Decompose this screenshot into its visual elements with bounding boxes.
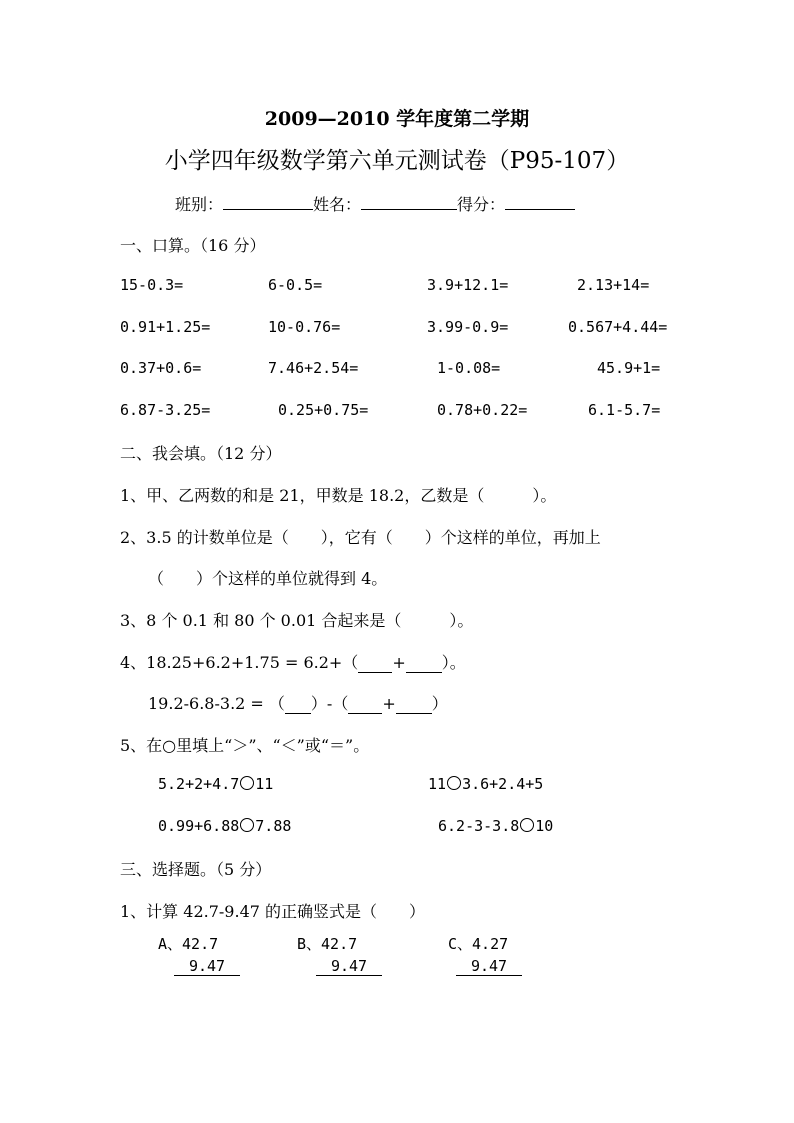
choice-option-a[interactable]: A、42.7 xyxy=(158,935,219,953)
fill-question-4a: 4、18.25+6.2+1.75 = 6.2+（ + ）。 xyxy=(120,653,466,672)
calc-item: 6.87-3.25= xyxy=(120,401,211,419)
compare-circle[interactable] xyxy=(240,818,254,832)
fill-question-2-cont: （ ）个这样的单位就得到 4。 xyxy=(148,569,388,588)
fill-question-3: 3、8 个 0.1 和 80 个 0.01 合起来是（ ）。 xyxy=(120,611,474,630)
calc-item: 0.37+0.6= xyxy=(120,359,202,377)
compare-item: 5.2+2+4.7 11 xyxy=(158,775,274,793)
class-blank[interactable] xyxy=(223,195,313,210)
calc-item: 15-0.3= xyxy=(120,276,184,294)
calc-item: 0.25+0.75= xyxy=(278,401,369,419)
choice-option-a-bottom: 9.47 xyxy=(174,957,240,976)
calc-item: 6.1-5.7= xyxy=(588,401,661,419)
calc-item: 0.91+1.25= xyxy=(120,318,211,336)
class-label: 班别： xyxy=(175,195,224,214)
answer-blank[interactable] xyxy=(285,694,311,714)
choice-option-c-bottom: 9.47 xyxy=(456,957,522,976)
calc-item: 45.9+1= xyxy=(597,359,661,377)
compare-circle[interactable] xyxy=(447,776,461,790)
section1-heading: 一、口算。（16 分） xyxy=(120,236,266,255)
calc-item: 1-0.08= xyxy=(437,359,501,377)
calc-item: 3.9+12.1= xyxy=(427,276,509,294)
fill-question-1: 1、甲、乙两数的和是 21，甲数是 18.2，乙数是（ ）。 xyxy=(120,486,557,505)
fill-question-2: 2、3.5 的计数单位是（ ），它有（ ）个这样的单位，再加上 xyxy=(120,528,601,547)
test-title: 小学四年级数学第六单元测试卷（P95-107） xyxy=(164,148,630,174)
calc-item: 0.78+0.22= xyxy=(437,401,528,419)
calc-item: 6-0.5= xyxy=(268,276,323,294)
section3-heading: 三、选择题。（5 分） xyxy=(120,860,272,879)
calc-item: 0.567+4.44= xyxy=(568,318,668,336)
year-line: 2009—2010 学年度第二学期 xyxy=(264,108,530,130)
score-blank[interactable] xyxy=(505,195,575,210)
choice-question-1: 1、计算 42.7-9.47 的正确竖式是（ ） xyxy=(120,902,426,921)
choice-option-b[interactable]: B、42.7 xyxy=(297,935,358,953)
answer-blank[interactable] xyxy=(348,694,382,714)
choice-option-b-bottom: 9.47 xyxy=(316,957,382,976)
choice-option-c[interactable]: C、4.27 xyxy=(448,935,509,953)
score-label: 得分： xyxy=(457,195,506,214)
fill-question-5: 5、在○里填上“＞”、“＜”或“＝”。 xyxy=(120,736,370,755)
compare-circle[interactable] xyxy=(520,818,534,832)
answer-blank[interactable] xyxy=(396,694,432,714)
calc-item: 2.13+14= xyxy=(577,276,650,294)
calc-item: 10-0.76= xyxy=(268,318,341,336)
fill-question-4b: 19.2-6.8-3.2 = （ ）-（ + ） xyxy=(148,694,448,713)
answer-blank[interactable] xyxy=(406,653,442,673)
compare-item: 0.99+6.88 7.88 xyxy=(158,817,292,835)
student-info-row xyxy=(175,192,575,215)
section2-heading: 二、我会填。（12 分） xyxy=(120,444,282,463)
compare-circle[interactable] xyxy=(240,776,254,790)
compare-item: 6.2-3-3.8 10 xyxy=(438,817,554,835)
calc-item: 7.46+2.54= xyxy=(268,359,359,377)
compare-item: 11 3.6+2.4+5 xyxy=(428,775,544,793)
calc-item: 3.99-0.9= xyxy=(427,318,509,336)
name-blank[interactable] xyxy=(361,195,457,210)
answer-blank[interactable] xyxy=(358,653,392,673)
name-label: 姓名： xyxy=(313,195,362,214)
